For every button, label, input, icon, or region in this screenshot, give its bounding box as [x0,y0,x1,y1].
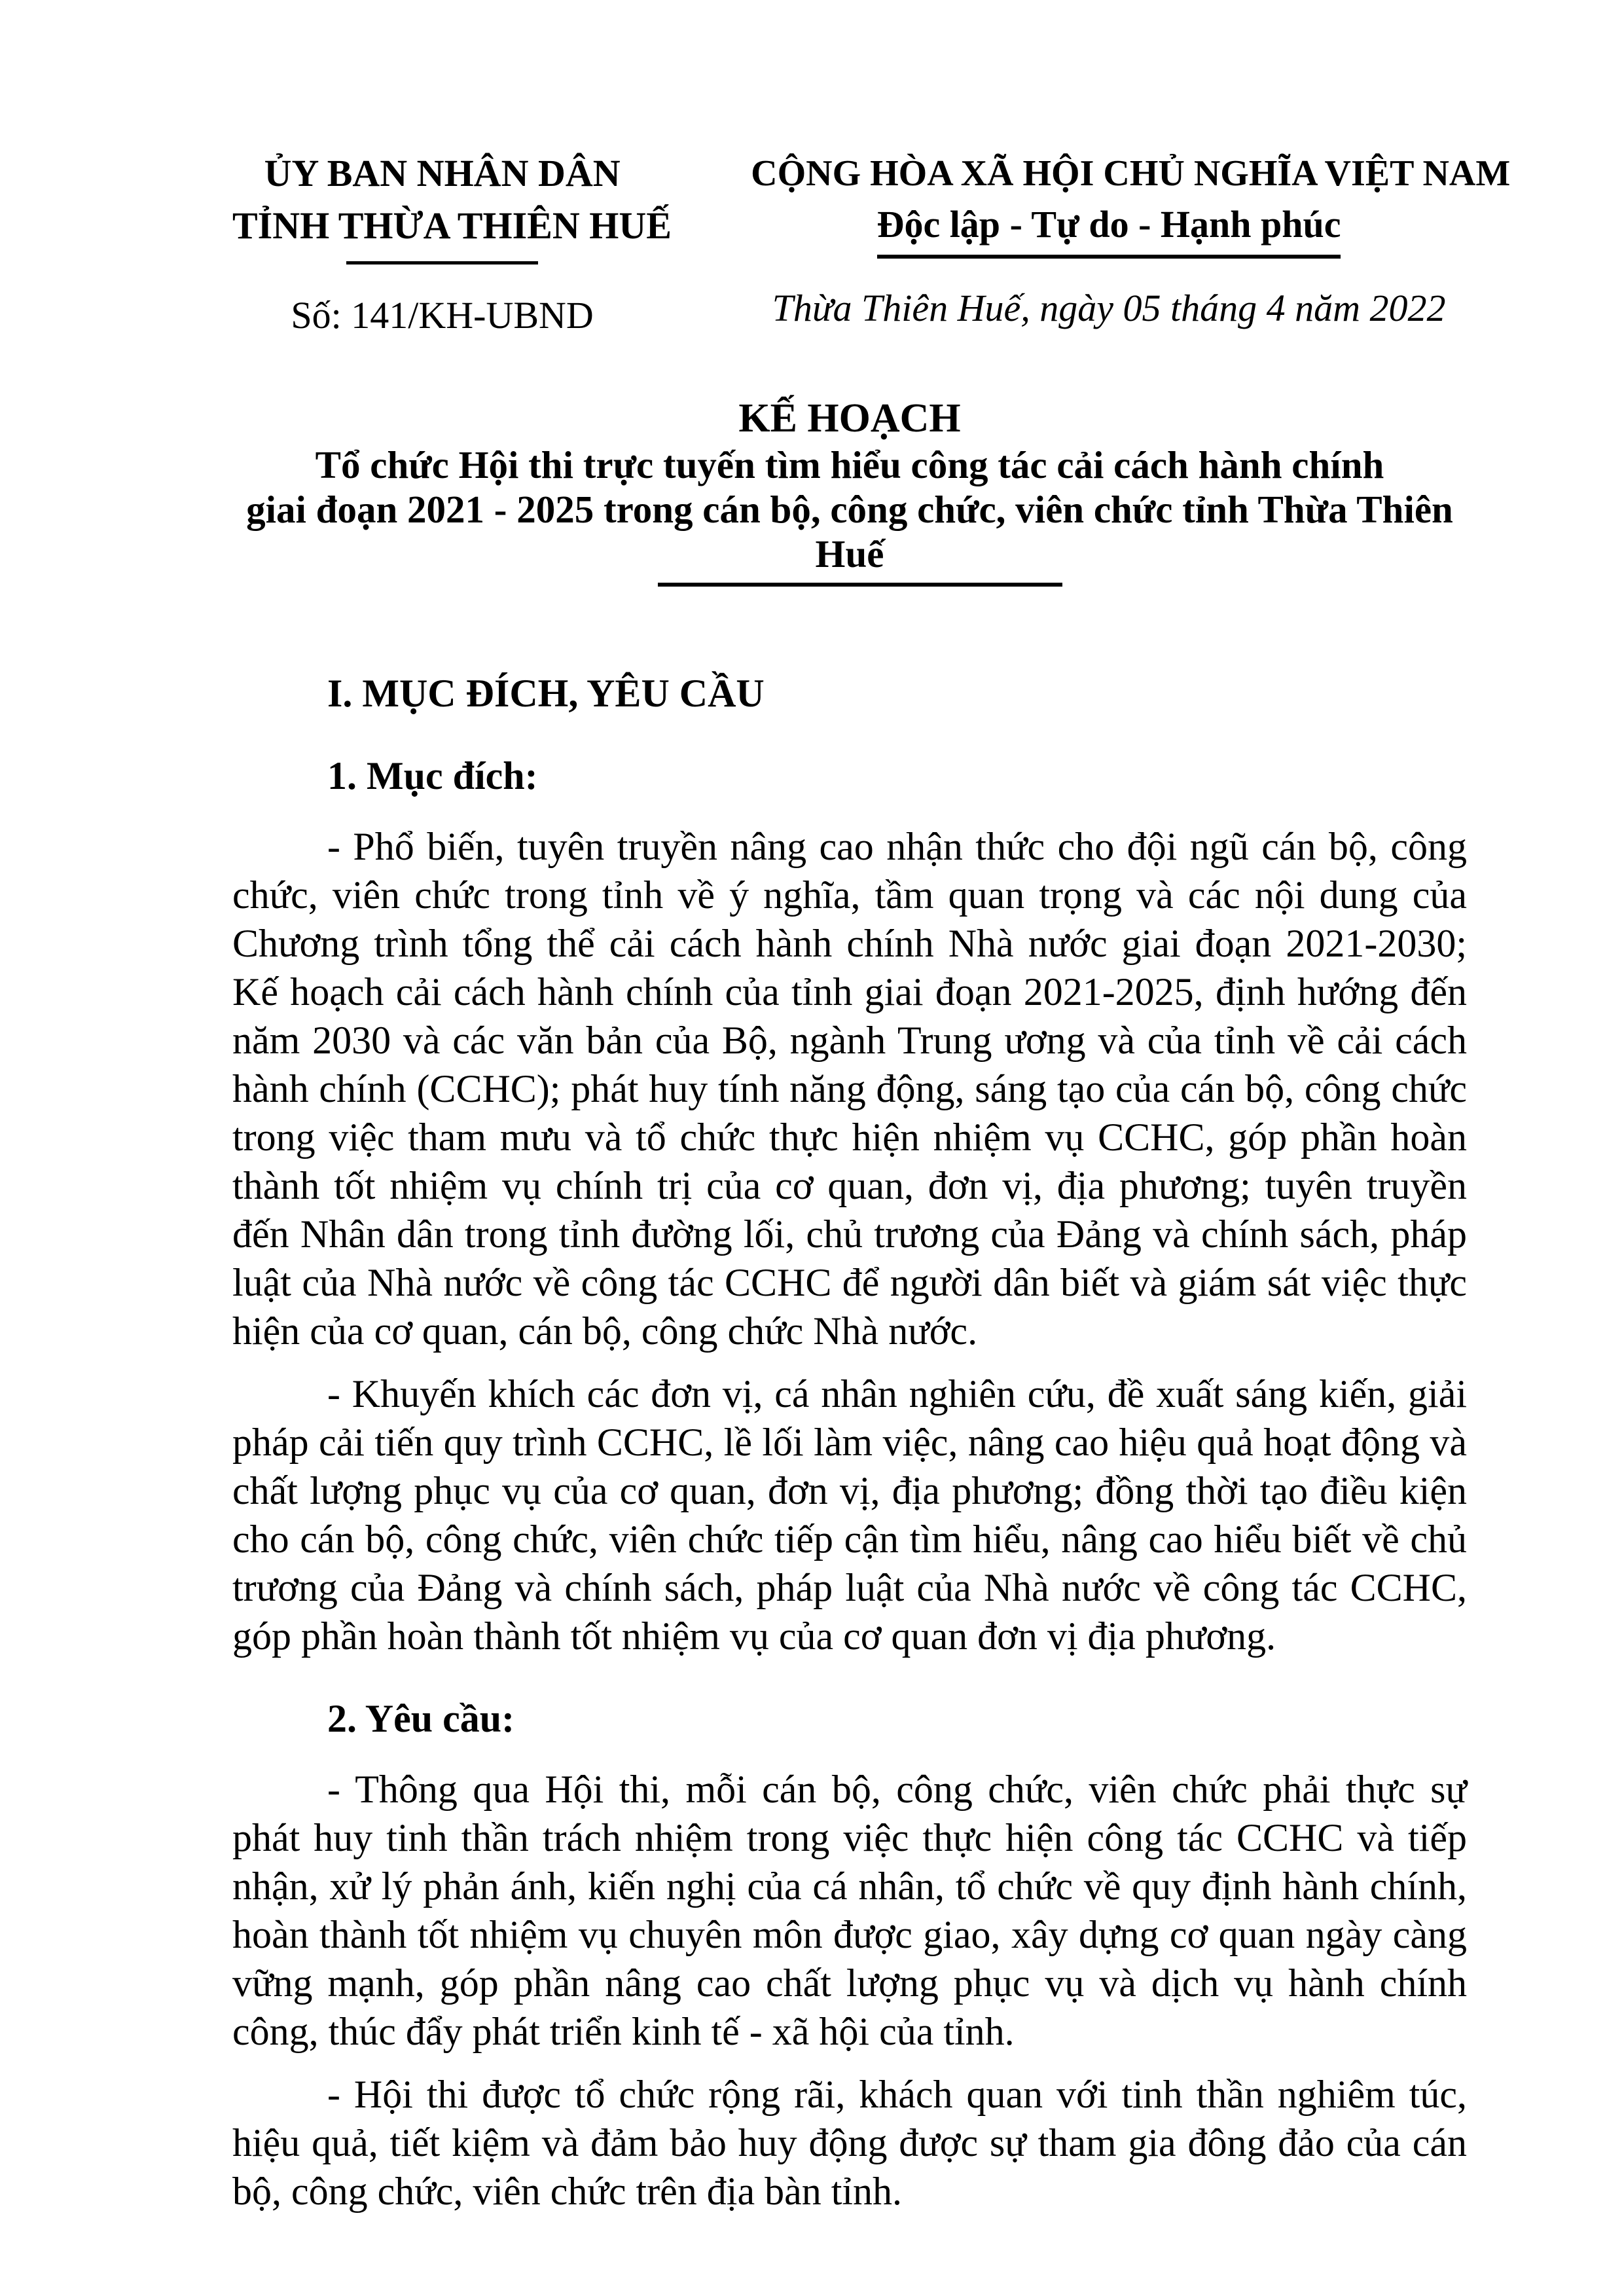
body-paragraph: - Hội thi được tổ chức rộng rãi, khách quan với tinh thần nghiêm túc, hiệu quả, tiết kiệm và đảm bảo huy động được sự tham gia đông đảo của cán bộ, công chức, viên chức trên địa bàn tỉnh. [232,2073,1467,2213]
subsection-yeu-cau [232,1694,1467,2215]
section-heading: I. MỤC ĐÍCH, YÊU CẦU [327,672,765,715]
issuing-authority-separator [346,261,538,264]
document-type-title: KẾ HOẠCH [738,396,961,441]
issuing-authority-line1: ỦY BAN NHÂN DÂN [264,152,621,194]
place-and-date: Thừa Thiên Huế, ngày 05 tháng 4 năm 2022 [772,287,1446,329]
document-subtitle-line1: Tổ chức Hội thi trực tuyến tìm hiểu công tác cải cách hành chính [315,443,1384,486]
document-number: Số: 141/KH-UBND [291,294,594,337]
national-motto-line: Độc lập - Tự do - Hạnh phúc [876,203,1341,246]
issuing-authority-block [232,147,672,337]
national-motto-block [751,147,1511,329]
document-title-block [232,394,1467,587]
national-name-line: CỘNG HÒA XÃ HỘI CHỦ NGHĨA VIỆT NAM [751,153,1511,194]
body-paragraph: - Thông qua Hội thi, mỗi cán bộ, công chức, viên chức phải thực sự phát huy tinh thần trách nhiệm trong việc thực hiện công tác CCHC và tiếp nhận, xử lý phản ánh, kiến nghị của cá nhân, tổ chức về quy định hành chính, hoàn thành tốt nhiệm vụ chuyên môn được giao, xây dựng cơ quan ngày càng vững mạnh, góp phần nâng cao chất lượng phục vụ và dịch vụ hành chính công, thúc đẩy phát triển kinh tế - xã hội của tỉnh. [232,1768,1467,2053]
national-motto-separator [877,255,1341,259]
subsection-heading: 2. Yêu cầu: [327,1697,515,1740]
body-paragraph: - Phổ biến, tuyên truyền nâng cao nhận thức cho đội ngũ cán bộ, công chức, viên chức trong tỉnh về ý nghĩa, tầm quan trọng và các nội dung của Chương trình tổng thể cải cách hành chính Nhà nước giai đoạn 2021-2030; Kế hoạch cải cách hành chính của tỉnh giai đoạn 2021-2025, định hướng đến năm 2030 và các văn bản của Bộ, ngành Trung ương và của tỉnh về cải cách hành chính (CCHC); phát huy tính năng động, sáng tạo của cán bộ, công chức trong việc tham mưu và tổ chức thực hiện nhiệm vụ CCHC, góp phần hoàn thành tốt nhiệm vụ chính trị của cơ quan, đơn vị, địa phương; tuyên truyền đến Nhân dân trong tỉnh đường lối, chủ trương của Đảng và chính sách, pháp luật của Nhà nước về công tác CCHC để người dân biết và giám sát việc thực hiện của cơ quan, cán bộ, công chức Nhà nước. [232,825,1467,1353]
section-muc-dich-yeu-cau [232,669,1467,2215]
subsection-heading: 1. Mục đích: [327,754,538,797]
document-subtitle-line2: giai đoạn 2021 - 2025 trong cán bộ, công chức, viên chức tỉnh Thừa Thiên Huế [246,488,1453,575]
subsection-muc-dich [232,752,1467,1660]
issuing-authority-line2: TỈNH THỪA THIÊN HUẾ [232,204,672,247]
document-header [232,147,1511,337]
title-separator [658,583,1062,587]
body-paragraph: - Khuyến khích các đơn vị, cá nhân nghiên cứu, đề xuất sáng kiến, giải pháp cải tiến quy trình CCHC, lề lối làm việc, nâng cao hiệu quả hoạt động và chất lượng phục vụ của cơ quan, đơn vị, địa phương; đồng thời tạo điều kiện cho cán bộ, công chức, viên chức tiếp cận tìm hiểu, nâng cao hiểu biết về chủ trương của Đảng và chính sách, pháp luật của Nhà nước về công tác CCHC, góp phần hoàn thành tốt nhiệm vụ của cơ quan đơn vị địa phương. [232,1372,1467,1658]
